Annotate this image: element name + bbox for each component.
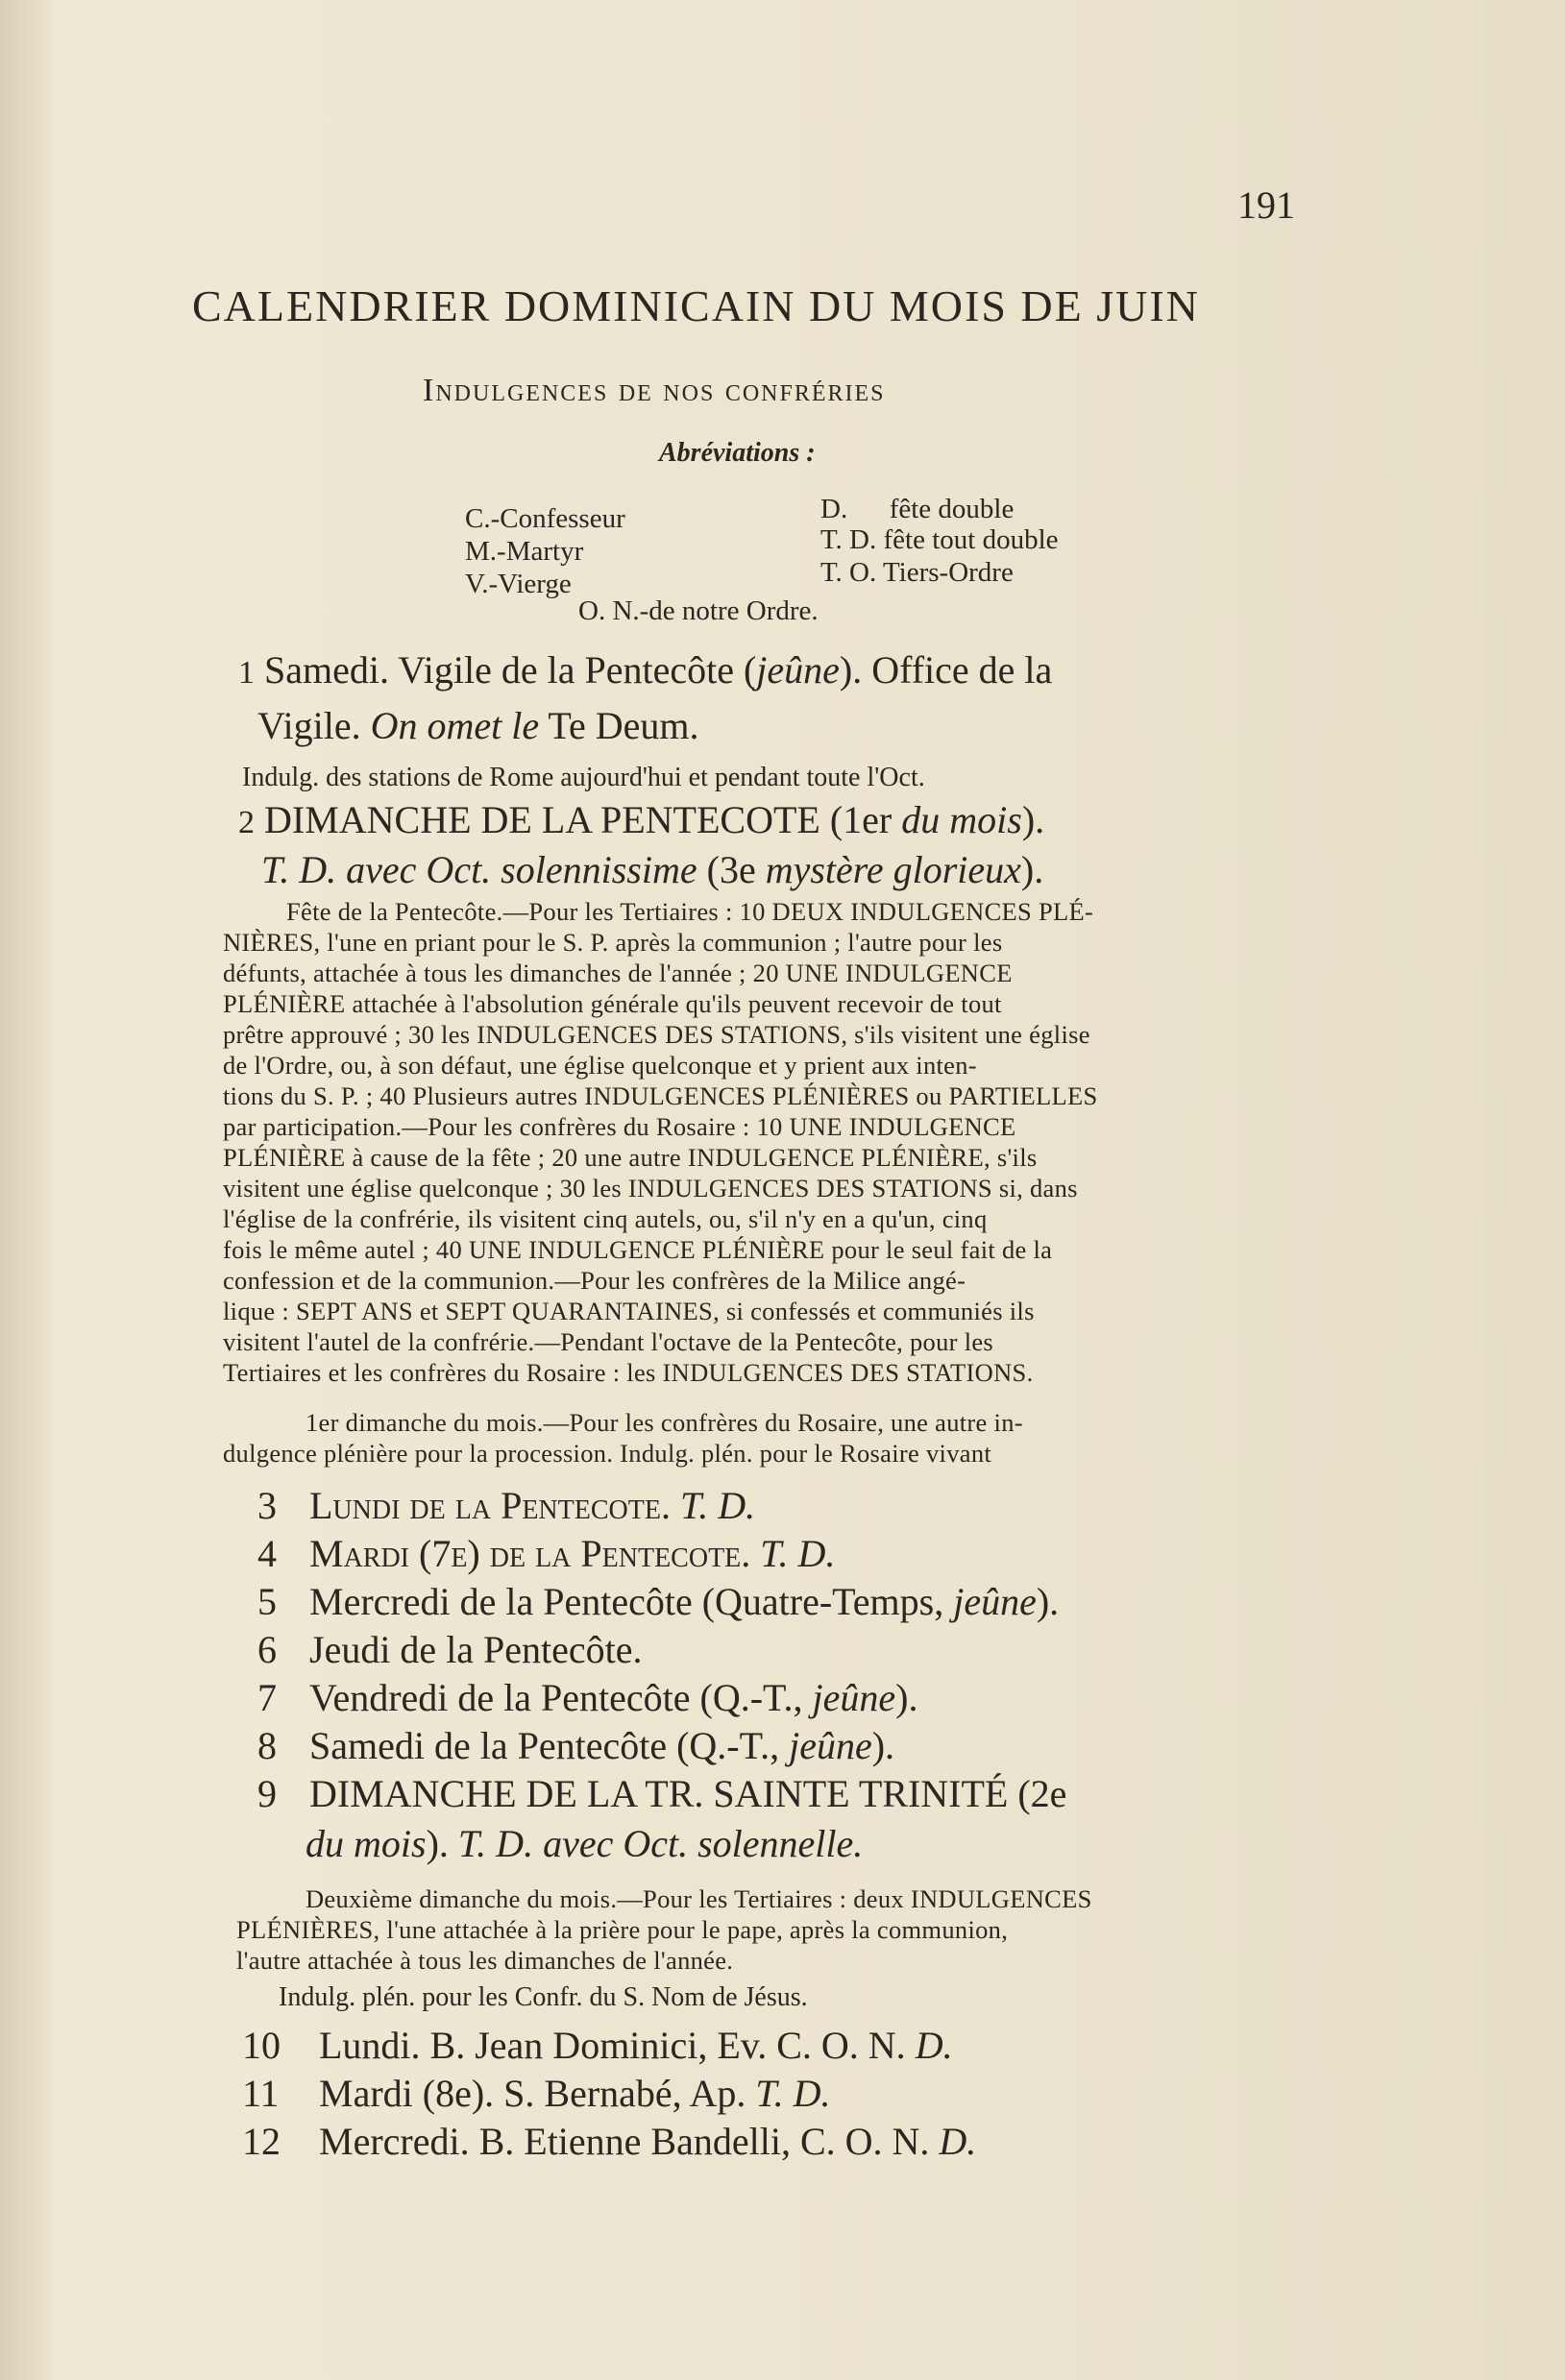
abbreviation-right: D. fête double (820, 494, 1015, 524)
paragraph-line: visitent l'autel de la confrérie.—Pendant l'octave de la Pentecôte, pour les (223, 1327, 994, 1356)
calendar-entry: 7 Vendredi de la Pentecôte (Q.-T., jeûne). (257, 1676, 918, 1719)
paragraph-line: PLÉNIÈRES, l'une attachée à la prière pour le pape, après la communion, (236, 1915, 1009, 1944)
calendar-entry: 8 Samedi de la Pentecôte (Q.-T., jeûne). (257, 1724, 895, 1767)
paragraph-line: par participation.—Pour les confrères du Rosaire : 10 UNE INDULGENCE (223, 1112, 1016, 1141)
page-number: 191 (1237, 183, 1295, 227)
page-subtitle: Indulgences de nos confréries (423, 373, 886, 408)
paragraph-line: lique : SEPT ANS et SEPT QUARANTAINES, si confessés et communiés ils (223, 1297, 1035, 1325)
abbreviation-left: M.-Martyr (465, 536, 584, 567)
abbreviation-bottom: O. N.-de notre Ordre. (578, 595, 819, 626)
page-spine-shadow (0, 0, 58, 2380)
calendar-entry: 4 Mardi (7e) de la Pentecote. T. D. (257, 1532, 836, 1575)
paragraph-line: Fête de la Pentecôte.—Pour les Tertiaires : 10 DEUX INDULGENCES PLÉ- (286, 897, 1094, 926)
indulgence-note: Indulg. plén. pour les Confr. du S. Nom de Jésus. (279, 1982, 808, 2012)
calendar-entry-continuation: T. D. avec Oct. solennissime (3e mystère glorieux). (261, 848, 1044, 891)
calendar-entry: 12 Mercredi. B. Etienne Bandelli, C. O. N. D. (242, 2120, 977, 2163)
paragraph-line: Tertiaires et les confrères du Rosaire : les INDULGENCES DES STATIONS. (223, 1358, 1034, 1387)
calendar-entry: 11 Mardi (8e). S. Bernabé, Ap. T. D. (242, 2072, 831, 2115)
calendar-entry: 1 Samedi. Vigile de la Pentecôte (jeûne). Office de la (238, 648, 1053, 692)
paragraph-line: PLÉNIÈRE à cause de la fête ; 20 une autre INDULGENCE PLÉNIÈRE, s'ils (223, 1143, 1038, 1172)
abbreviation-left: C.-Confesseur (465, 503, 625, 534)
paragraph-line: visitent une église quelconque ; 30 les INDULGENCES DES STATIONS si, dans (223, 1174, 1078, 1202)
calendar-entry-continuation: Vigile. On omet le Te Deum. (257, 704, 699, 747)
abbreviation-left: V.-Vierge (465, 569, 572, 599)
paragraph-line: confession et de la communion.—Pour les confrères de la Milice angé- (223, 1266, 966, 1295)
paragraph-line: dulgence plénière pour la procession. Indulg. plén. pour le Rosaire vivant (223, 1439, 992, 1468)
paragraph-line: 1er dimanche du mois.—Pour les confrères du Rosaire, une autre in- (306, 1408, 1023, 1437)
abbreviations-heading: Abréviations : (659, 438, 816, 468)
paragraph-line: l'église de la confrérie, ils visitent cinq autels, ou, s'il n'y en a qu'un, cinq (223, 1204, 988, 1233)
paragraph-line: NIÈRES, l'une en priant pour le S. P. après la communion ; l'autre pour les (223, 928, 1003, 957)
calendar-entry: 6 Jeudi de la Pentecôte. (257, 1628, 643, 1671)
indulgence-note: Indulg. des stations de Rome aujourd'hui et pendant toute l'Oct. (242, 763, 925, 792)
calendar-entry: 9 DIMANCHE DE LA TR. SAINTE TRINITÉ (2e (257, 1772, 1067, 1815)
calendar-entry: 3 Lundi de la Pentecote. T. D. (257, 1484, 756, 1527)
calendar-entry: 2 DIMANCHE DE LA PENTECOTE (1er du mois). (238, 798, 1045, 841)
paragraph-line: fois le même autel ; 40 UNE INDULGENCE PLÉNIÈRE pour le seul fait de la (223, 1235, 1053, 1264)
paragraph-line: PLÉNIÈRE attachée à l'absolution générale qu'ils peuvent recevoir de tout (223, 989, 1002, 1018)
calendar-entry: 5 Mercredi de la Pentecôte (Quatre-Temps, jeûne). (257, 1580, 1060, 1623)
page-title: CALENDRIER DOMINICAIN DU MOIS DE JUIN (192, 281, 1200, 330)
paragraph-line: de l'Ordre, ou, à son défaut, une église quelconque et y prient aux inten- (223, 1051, 977, 1080)
paragraph-line: prêtre approuvé ; 30 les INDULGENCES DES STATIONS, s'ils visitent une église (223, 1020, 1090, 1049)
paragraph-line: tions du S. P. ; 40 Plusieurs autres INDULGENCES PLÉNIÈRES ou PARTIELLES (223, 1081, 1098, 1110)
calendar-entry-continuation: du mois). T. D. avec Oct. solennelle. (306, 1822, 864, 1865)
paragraph-line: défunts, attachée à tous les dimanches de l'année ; 20 UNE INDULGENCE (223, 959, 1013, 987)
abbreviation-right: T. O. Tiers-Ordre (820, 557, 1014, 588)
abbreviation-right: T. D. fête tout double (820, 524, 1059, 555)
paragraph-line: l'autre attachée à tous les dimanches de l'année. (236, 1946, 734, 1975)
paragraph-line: Deuxième dimanche du mois.—Pour les Tertiaires : deux INDULGENCES (306, 1884, 1092, 1913)
calendar-entry: 10 Lundi. B. Jean Dominici, Ev. C. O. N. D. (242, 2024, 953, 2067)
